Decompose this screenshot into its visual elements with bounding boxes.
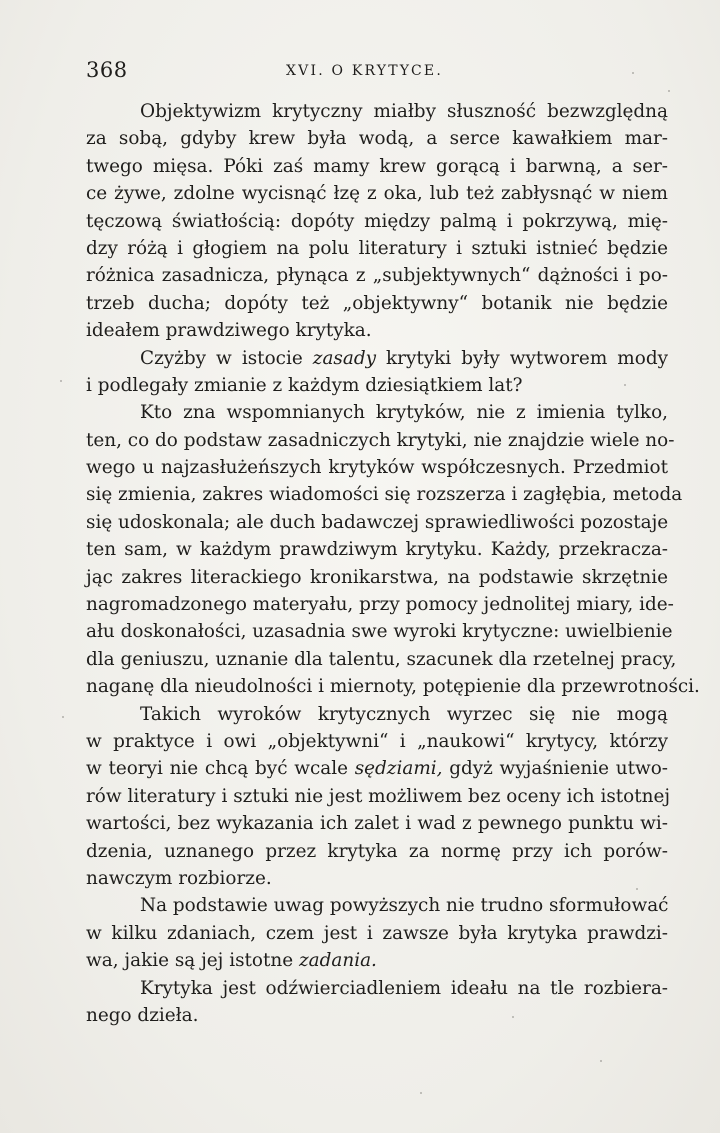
text-segment: dla geniuszu, uznanie dla talentu, szacunek dla rzetelnej pracy, (86, 648, 677, 670)
text-segment: w teoryi nie chcą być wcale (86, 758, 355, 780)
text-line (86, 646, 677, 673)
scan-speck (60, 380, 62, 382)
text-line (86, 618, 673, 645)
text-line (86, 892, 668, 919)
text-segment: wartości, bez wykazania ich zalet i wad z pewnego punktu wi- (86, 813, 668, 835)
scan-speck (420, 1092, 422, 1094)
text-line (86, 208, 668, 235)
scan-speck (600, 1060, 602, 1062)
text-line (86, 564, 668, 591)
text-segment: twego mięsa. Póki zaś mamy krew gorącą i barwną, a ser- (86, 155, 668, 177)
text-line (86, 372, 668, 399)
text-line (86, 947, 668, 974)
text-segment: nagromadzonego materyału, przy pomocy jednolitej miary, ide- (86, 594, 674, 616)
text-line (86, 317, 668, 344)
text-line (86, 125, 668, 152)
text-line (86, 783, 671, 810)
text-segment: ideałem prawdziwego krytyka. (86, 320, 372, 342)
text-line (86, 920, 668, 947)
text-line (86, 290, 668, 317)
text-segment: dzenia, uznanego przez krytyka za normę przy ich porów- (86, 840, 668, 862)
text-line (86, 427, 675, 454)
text-segment: gdyż wyjaśnienie utwo- (442, 758, 668, 780)
text-segment: ce żywe, zdolne wycisnąć łzę z oka, lub też zabłysnąć w niem (86, 183, 668, 205)
text-segment: naganę dla nieudolności i miernoty, potępienie dla przewrotności. (86, 676, 700, 698)
text-line (86, 153, 668, 180)
text-segment: wego u najzasłużeńszych krytyków współczesnych. Przedmiot (86, 457, 668, 479)
text-line (86, 673, 700, 700)
text-line (86, 810, 668, 837)
text-segment: w praktyce i owi „objektywni“ i „naukowi“ krytycy, którzy (86, 730, 668, 752)
italic-text: zadania. (298, 950, 377, 972)
text-line (86, 975, 668, 1002)
body-text (86, 98, 700, 1029)
text-segment: różnica zasadnicza, płynąca z „subjektywnych“ dążności i po- (86, 265, 668, 287)
text-segment: Takich wyroków krytycznych wyrzec się nie mogą (140, 703, 668, 725)
text-segment: i podlegały zmianie z każdym dziesiątkiem lat? (86, 374, 523, 396)
text-segment: tęczową światłością: dopóty między palmą i pokrzywą, mię- (86, 210, 668, 232)
text-segment: dzy różą i głogiem na polu literatury i sztuki istnieć będzie (86, 237, 668, 259)
scan-speck (512, 1016, 514, 1018)
text-segment: Czyżby w istocie (140, 347, 313, 369)
text-line (86, 399, 668, 426)
text-line (86, 1002, 668, 1029)
text-line (86, 454, 668, 481)
scan-speck (668, 90, 670, 92)
text-line (86, 180, 668, 207)
scan-speck (624, 384, 626, 386)
text-segment: w kilku zdaniach, czem jest i zawsze była krytyka prawdzi- (86, 922, 668, 944)
text-line (86, 865, 668, 892)
text-line (86, 509, 668, 536)
text-segment: ten sam, w każdym prawdziwym krytyku. Każdy, przekracza- (86, 539, 668, 561)
text-line (86, 481, 683, 508)
text-segment: Krytyka jest odźwierciadleniem ideału na tle rozbiera- (140, 977, 668, 999)
scan-speck (632, 72, 634, 74)
text-line (86, 98, 668, 125)
text-line (86, 591, 674, 618)
text-line (86, 345, 668, 372)
text-segment: Objektywizm krytyczny miałby słuszność bezwzględną (140, 101, 668, 122)
text-segment: ału doskonałości, uzasadnia swe wyroki krytyczne: uwielbienie (86, 621, 673, 643)
text-segment: się udoskonala; ale duch badawczej sprawiedliwości pozostaje (86, 511, 669, 533)
text-line (86, 701, 668, 728)
running-title: XVI. O KRYTYCE. (286, 63, 443, 79)
text-segment: Kto zna wspomnianych krytyków, nie z imienia tylko, (140, 402, 668, 424)
text-line (86, 262, 668, 289)
text-line (86, 838, 668, 865)
scan-speck (62, 716, 64, 718)
text-line (86, 235, 668, 262)
text-segment: krytyki były wytworem mody (375, 347, 668, 369)
text-segment: za sobą, gdyby krew była wodą, a serce kawałkiem mar- (86, 128, 668, 150)
text-segment: jąc zakres literackiego kronikarstwa, na podstawie skrzętnie (86, 566, 668, 588)
text-segment: nego dzieła. (86, 1004, 199, 1026)
page-header (86, 58, 666, 88)
text-segment: Na podstawie uwag powyższych nie trudno sformułować (140, 895, 669, 917)
text-segment: trzeb ducha; dopóty też „objektywny“ botanik nie będzie (86, 292, 668, 314)
italic-text: sędziami, (354, 758, 443, 780)
italic-text: zasady (312, 347, 376, 369)
text-segment: ten, co do podstaw zasadniczych krytyki, nie znajdzie wiele no- (86, 429, 675, 451)
text-segment: się zmienia, zakres wiadomości się rozszerza i zagłębia, metoda (86, 484, 683, 506)
text-line (86, 755, 668, 782)
text-line (86, 536, 668, 563)
text-segment: rów literatury i sztuki nie jest możliwem bez oceny ich istotnej (86, 785, 671, 807)
text-segment: wa, jakie są jej istotne (86, 950, 299, 972)
page-number: 368 (86, 58, 128, 82)
text-line (86, 728, 668, 755)
text-segment: nawczym rozbiorze. (86, 867, 272, 889)
scan-speck (636, 888, 638, 890)
